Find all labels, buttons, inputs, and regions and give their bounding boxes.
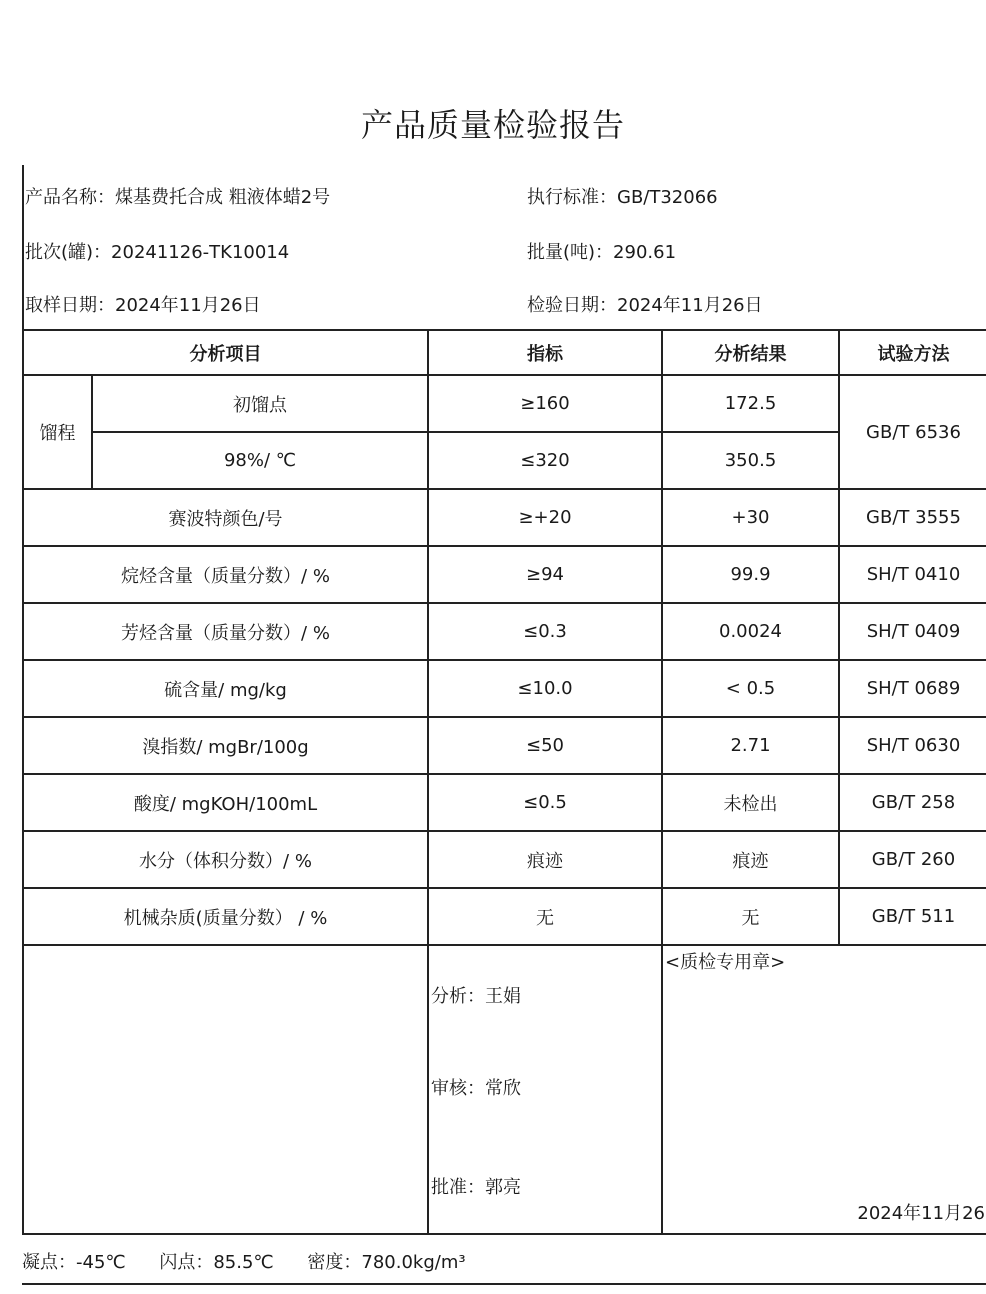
row-spec: ≥94 [428,546,662,603]
execution-standard: 执行标准：GB/T32066 [527,187,718,208]
inspection-date: 检验日期：2024年11月26日 [527,295,763,316]
table-row [23,489,986,546]
approver-signature: 批准：郭亮 [431,1177,521,1198]
header-item: 分析项目 [23,330,428,375]
left-border-line [22,165,24,333]
quality-table [22,329,986,1235]
row-result: +30 [662,489,839,546]
row-method: GB/T 6536 [839,375,986,489]
report-title: 产品质量检验报告 [360,106,625,144]
row-spec: ≤0.3 [428,603,662,660]
row-result: 0.0024 [662,603,839,660]
row-item: 初馏点 [92,375,428,432]
batch-quantity: 批量(吨)：290.61 [527,242,677,263]
row-item: 烷烃含量（质量分数）/ % [23,546,428,603]
row-result: < 0.5 [662,660,839,717]
row-result: 痕迹 [662,831,839,888]
table-row [23,831,986,888]
bottom-border-line [22,1283,986,1285]
row-spec: ≤10.0 [428,660,662,717]
table-row [23,603,986,660]
row-spec: ≥+20 [428,489,662,546]
header-result: 分析结果 [662,330,839,375]
row-item: 机械杂质(质量分数） / % [23,888,428,945]
row-item: 水分（体积分数）/ % [23,831,428,888]
stamp-label: <质检专用章> [665,952,786,973]
density: 密度：780.0kg/m³ [307,1252,466,1273]
row-spec: ≤50 [428,717,662,774]
row-result: 172.5 [662,375,839,432]
row-result: 99.9 [662,546,839,603]
table-row [23,546,986,603]
row-item: 芳烃含量（质量分数）/ % [23,603,428,660]
row-result: 未检出 [662,774,839,831]
row-result: 350.5 [662,432,839,489]
signature-blank-cell [23,945,428,1234]
row-method: GB/T 258 [839,774,986,831]
row-spec: ≤0.5 [428,774,662,831]
row-item: 硫含量/ mg/kg [23,660,428,717]
signature-row [23,945,986,1234]
header-method: 试验方法 [839,330,986,375]
table-row [23,375,986,432]
row-method: SH/T 0409 [839,603,986,660]
batch-number: 批次(罐)：20241126-TK10014 [25,242,290,263]
flash-point: 闪点：85.5℃ [159,1252,274,1273]
header-spec: 指标 [428,330,662,375]
row-method: SH/T 0630 [839,717,986,774]
row-item: 98%/ ℃ [92,432,428,489]
sample-date: 取样日期：2024年11月26日 [25,295,261,316]
row-item: 赛波特颜色/号 [23,489,428,546]
analyst-signature: 分析：王娟 [431,986,521,1007]
table-header-row [23,330,986,375]
table-row [23,774,986,831]
freezing-point: 凝点：-45℃ [22,1252,126,1273]
signature-names-cell [428,945,662,1234]
row-spec: 痕迹 [428,831,662,888]
row-method: GB/T 3555 [839,489,986,546]
row-method: SH/T 0410 [839,546,986,603]
reviewer-signature: 审核：常欣 [431,1078,521,1099]
row-method: GB/T 511 [839,888,986,945]
row-method: SH/T 0689 [839,660,986,717]
row-method: GB/T 260 [839,831,986,888]
stamp-date: 2024年11月26 [857,1203,985,1224]
table-row [23,717,986,774]
stamp-cell [662,945,986,1234]
table-row [23,660,986,717]
row-result: 2.71 [662,717,839,774]
footer-properties [22,1248,494,1274]
row-spec: ≥160 [428,375,662,432]
row-result: 无 [662,888,839,945]
row-spec: ≤320 [428,432,662,489]
distillation-group-label: 馏程 [23,375,92,489]
product-name: 产品名称：煤基费托合成 粗液体蜡2号 [25,187,331,208]
row-item: 溴指数/ mgBr/100g [23,717,428,774]
table-row [23,888,986,945]
row-item: 酸度/ mgKOH/100mL [23,774,428,831]
row-spec: 无 [428,888,662,945]
